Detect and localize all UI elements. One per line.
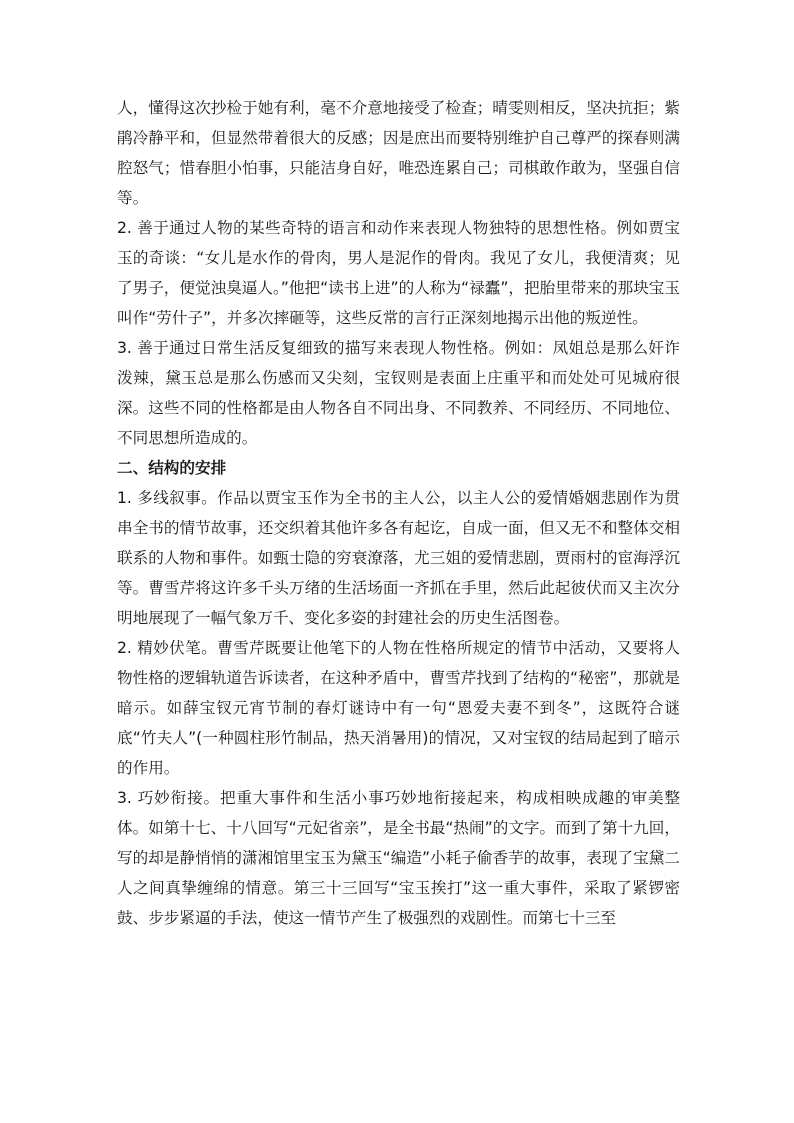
section-heading-structure: 二、结构的安排 [117, 459, 227, 477]
paragraph-structure-item-3: 3. 巧妙衔接。把重大事件和生活小事巧妙地衔接起来，构成相映成趣的审美整体。如第十七、十八回写“元妃省亲”，是全书最“热闹”的文字。而到了第十九回，写的却是静悄悄的潇湘馆里宝玉为黛玉“编造”小耗子偷香芋的故事，表现了宝黛二人之间真挚缠绵的情意。第三十三回写“宝玉挨打”这一重大事件，采取了紧锣密鼓、步步紧逼的手法，使这一情节产生了极强烈的戏剧性。而第七十三至 [117, 789, 680, 927]
paragraph-structure-item-1: 1. 多线叙事。作品以贾宝玉作为全书的主人公，以主人公的爱情婚姻悲剧作为贯串全书的情节故事，还交织着其他许多各有起讫，自成一面，但又无不和整体交相联系的人物和事件。如甄士隐的穷衰潦落，尤三姐的爱情悲剧，贾雨村的宦海浮沉等。曹雪芹将这许多千头万绪的生活场面一齐抓在手里，然后此起彼伏而又主次分明地展现了一幅气象万千、变化多姿的封建社会的历史生活图卷。 [117, 489, 680, 627]
document-body [117, 93, 680, 933]
paragraph-structure-item-2: 2. 精妙伏笔。曹雪芹既要让他笔下的人物在性格所规定的情节中活动，又要将人物性格的逻辑轨道告诉读者，在这种矛盾中，曹雪芹找到了结构的“秘密”，那就是暗示。如薛宝钗元宵节制的春灯谜诗中有一句“恩爱夫妻不到冬”，这既符合谜底“竹夫人”(一种圆柱形竹制品，热天消暑用)的情况，又对宝钗的结局起到了暗示的作用。 [117, 639, 680, 777]
paragraph-item-3: 3. 善于通过日常生活反复细致的描写来表现人物性格。例如：凤姐总是那么奸诈泼辣，黛玉总是那么伤感而又尖刻，宝钗则是表面上庄重平和而处处可见城府很深。这些不同的性格都是由人物各自不同出身、不同教养、不同经历、不同地位、不同思想所造成的。 [117, 339, 680, 447]
paragraph-item-2: 2. 善于通过人物的某些奇特的语言和动作来表现人物独特的思想性格。例如贾宝玉的奇谈：“女儿是水作的骨肉，男人是泥作的骨肉。我见了女儿，我便清爽；见了男子，便觉浊臭逼人。”他把“读书上进”的人称为“禄蠹”，把胎里带来的那块宝玉叫作“劳什子”，并多次摔砸等，这些反常的言行正深刻地揭示出他的叛逆性。 [117, 219, 680, 327]
paragraph-continuation: 人，懂得这次抄检于她有利，毫不介意地接受了检查；晴雯则相反，坚决抗拒；紫鹃冷静平和，但显然带着很大的反感；因是庶出而要特别维护自己尊严的探春则满腔怒气；惜春胆小怕事，只能洁身自好，唯恐连累自己；司棋敢作敢为，坚强自信等。 [117, 99, 680, 207]
